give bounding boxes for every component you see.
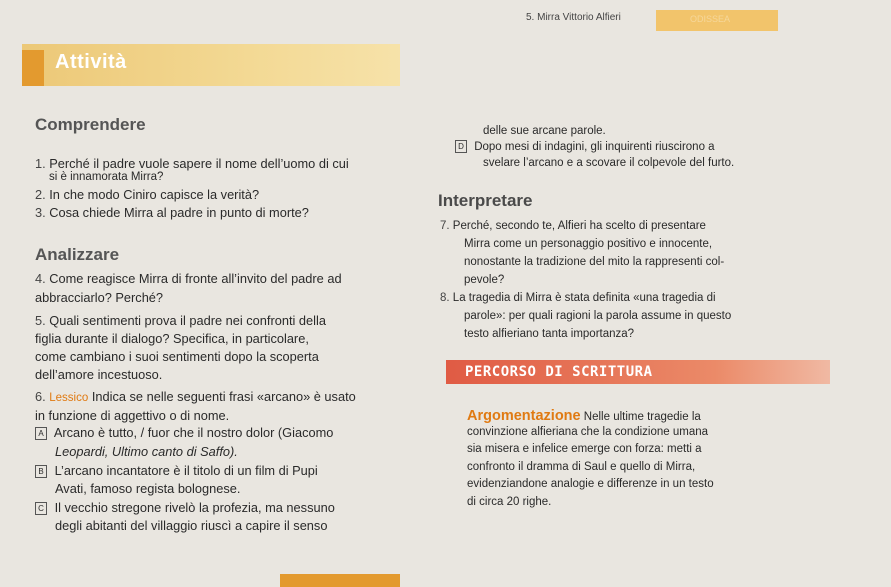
- question-5: [35, 313, 326, 328]
- argomentazione-line-6: di circa 20 righe.: [467, 496, 552, 508]
- question-number: 3.: [35, 205, 46, 220]
- question-6-cont: in funzione di aggettivo o di nome.: [35, 408, 230, 423]
- question-number: 5.: [35, 313, 46, 328]
- question-5-line-2: figlia durante il dialogo? Specifica, in particolare,: [35, 331, 309, 346]
- option-text: Arcano è tutto, / fuor che il nostro dolor (Giacomo: [53, 425, 334, 440]
- argomentazione-line-4: confronto il dramma di Saul e quello di Mirra,: [467, 461, 696, 473]
- argomentazione-label: Argomentazione: [467, 408, 581, 424]
- question-5-line-3: come cambiano i suoi sentimenti dopo la scoperta: [35, 349, 319, 364]
- argomentazione-line-5: evidenziandone analogie e differenze in un testo: [467, 478, 714, 490]
- option-letter-box: D: [455, 140, 467, 153]
- option-b-cont: Avati, famoso regista bolognese.: [55, 481, 241, 496]
- question-number: 1.: [35, 156, 46, 171]
- option-c: [35, 500, 335, 515]
- question-text: Come reagisce Mirra di fronte all’invito del padre ad: [49, 271, 342, 286]
- question-text: Cosa chiede Mirra al padre in punto di morte?: [49, 205, 309, 220]
- option-text: Dopo mesi di indagini, gli inquirenti riuscirono a: [474, 141, 715, 153]
- question-7-line-3: nonostante la tradizione del mito la rappresenti col-: [464, 256, 725, 268]
- question-text: Perché il padre vuole sapere il nome dell’uomo di cui: [49, 156, 349, 171]
- question-text: Indica se nelle seguenti frasi «arcano» è usato: [91, 389, 356, 404]
- option-letter-box: A: [35, 427, 47, 440]
- question-4-cont: abbracciarlo? Perché?: [35, 290, 164, 305]
- option-letter-box: C: [35, 502, 47, 515]
- lessico-tag: Lessico: [49, 392, 89, 404]
- question-2: [35, 187, 259, 202]
- question-6: [35, 389, 356, 404]
- option-letter-box: B: [35, 465, 47, 478]
- option-c-end: delle sue arcane parole.: [483, 125, 606, 137]
- banner-title: Attività: [55, 51, 127, 73]
- option-c-cont: degli abitanti del villaggio riuscì a capire il senso: [55, 518, 328, 533]
- question-text: Quali sentimenti prova il padre nei confronti della: [49, 313, 326, 328]
- option-b: [35, 463, 318, 478]
- question-number: 6.: [35, 389, 46, 404]
- question-4: [35, 271, 342, 286]
- section-title-analizzare: Analizzare: [35, 245, 120, 264]
- question-1: [35, 156, 349, 171]
- header-tab-label: ODISSEA: [690, 14, 731, 24]
- question-7-line-2: Mirra come un personaggio positivo e innocente,: [464, 238, 713, 250]
- argomentazione-line-1: [467, 408, 701, 424]
- argomentazione-text: Nelle ultime tragedie la: [583, 411, 701, 423]
- question-text: Perché, secondo te, Alfieri ha scelto di presentare: [452, 220, 706, 232]
- question-number: 8.: [440, 292, 450, 304]
- question-text: La tragedia di Mirra è stata definita «una tragedia di: [452, 292, 716, 304]
- banner-tab-accent: [22, 50, 44, 86]
- argomentazione-line-2: convinzione alfieriana che la condizione umana: [467, 426, 709, 438]
- question-number: 7.: [440, 220, 450, 232]
- section-title-interpretare: Interpretare: [438, 191, 533, 210]
- option-text: Il vecchio stregone rivelò la profezia, ma nessuno: [54, 500, 335, 515]
- question-5-line-4: dell’amore incestuoso.: [35, 367, 163, 382]
- question-number: 4.: [35, 271, 46, 286]
- question-number: 2.: [35, 187, 46, 202]
- option-a-cont: Leopardi, Ultimo canto di Saffo).: [55, 444, 238, 459]
- option-a: [35, 425, 333, 440]
- section-title-comprendere: Comprendere: [35, 115, 146, 134]
- writing-section-title: PERCORSO DI SCRITTURA: [465, 364, 653, 380]
- question-7: [440, 220, 706, 232]
- question-8-line-2: parole»: per quali ragioni la parola assume in questo: [464, 310, 732, 322]
- question-text: In che modo Ciniro capisce la verità?: [49, 187, 260, 202]
- option-d: [455, 140, 715, 153]
- bottom-accent-bar: [280, 574, 400, 587]
- chapter-header: 5. Mirra Vittorio Alfieri: [526, 12, 621, 23]
- header-tab: [656, 10, 778, 31]
- option-text: L’arcano incantatore è il titolo di un film di Pupi: [54, 463, 318, 478]
- question-7-line-4: pevole?: [464, 274, 505, 286]
- question-8-line-3: testo alfieriano tanta importanza?: [464, 328, 635, 340]
- question-1-cont: si è innamorata Mirra?: [49, 171, 164, 183]
- option-d-cont: svelare l’arcano e a scovare il colpevole del furto.: [483, 157, 735, 169]
- question-8: [440, 292, 716, 304]
- question-3: [35, 205, 309, 220]
- argomentazione-line-3: sia misera e infelice emerge con forza: metti a: [467, 443, 702, 455]
